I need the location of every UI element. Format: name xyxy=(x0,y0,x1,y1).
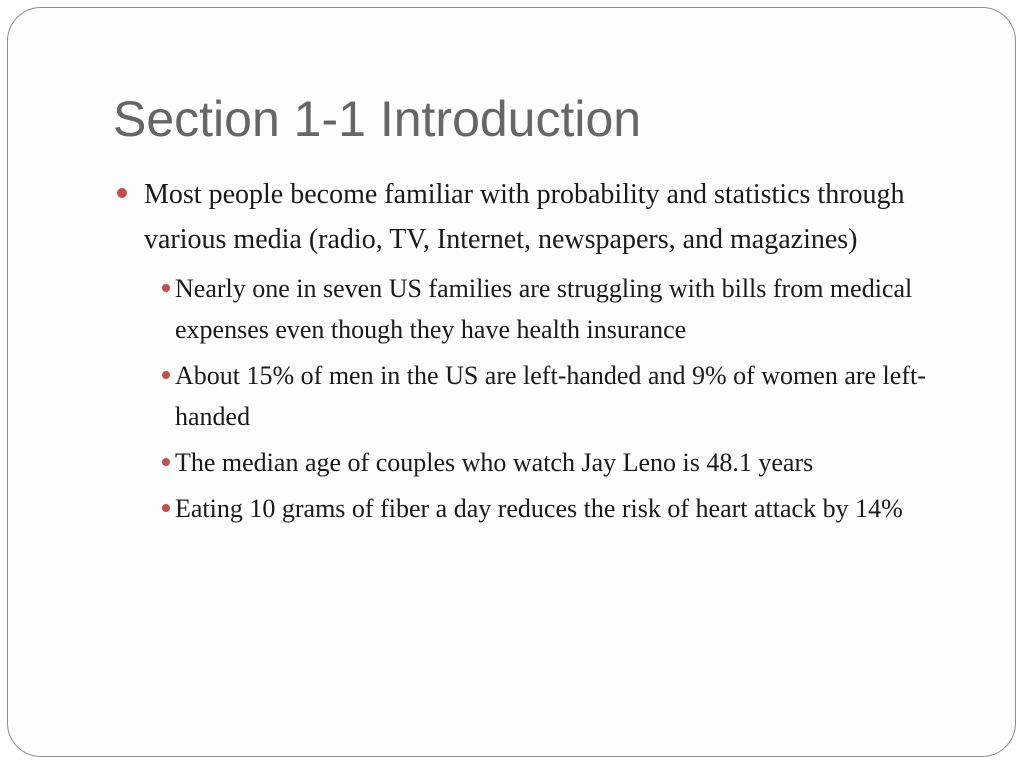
sub-bullet-item xyxy=(144,442,972,483)
bullet-list xyxy=(112,172,972,529)
sub-bullet-dot-icon xyxy=(162,371,170,379)
sub-bullet-text: Eating 10 grams of fiber a day reduces the risk of heart attack by 14% xyxy=(175,494,903,523)
slide-title: Section 1-1 Introduction xyxy=(113,91,642,147)
bullet-dot-icon xyxy=(117,188,127,198)
slide-frame xyxy=(7,7,1016,757)
sub-bullet-item xyxy=(144,268,972,350)
sub-bullet-list xyxy=(144,268,972,529)
sub-bullet-item xyxy=(144,488,972,529)
sub-bullet-text: The median age of couples who watch Jay Leno is 48.1 years xyxy=(175,448,814,477)
bullet-item xyxy=(112,172,972,529)
sub-bullet-dot-icon xyxy=(162,284,170,292)
sub-bullet-dot-icon xyxy=(162,504,170,512)
sub-bullet-text: About 15% of men in the US are left-handed and 9% of women are left-handed xyxy=(175,361,926,431)
sub-bullet-item xyxy=(144,355,972,437)
bullet-text: Most people become familiar with probability and statistics through various media (radio, TV, Internet, newspapers, and magazines) xyxy=(144,179,905,255)
sub-bullet-text: Nearly one in seven US families are struggling with bills from medical expenses even though they have health insurance xyxy=(175,274,913,344)
sub-bullet-dot-icon xyxy=(162,458,170,466)
